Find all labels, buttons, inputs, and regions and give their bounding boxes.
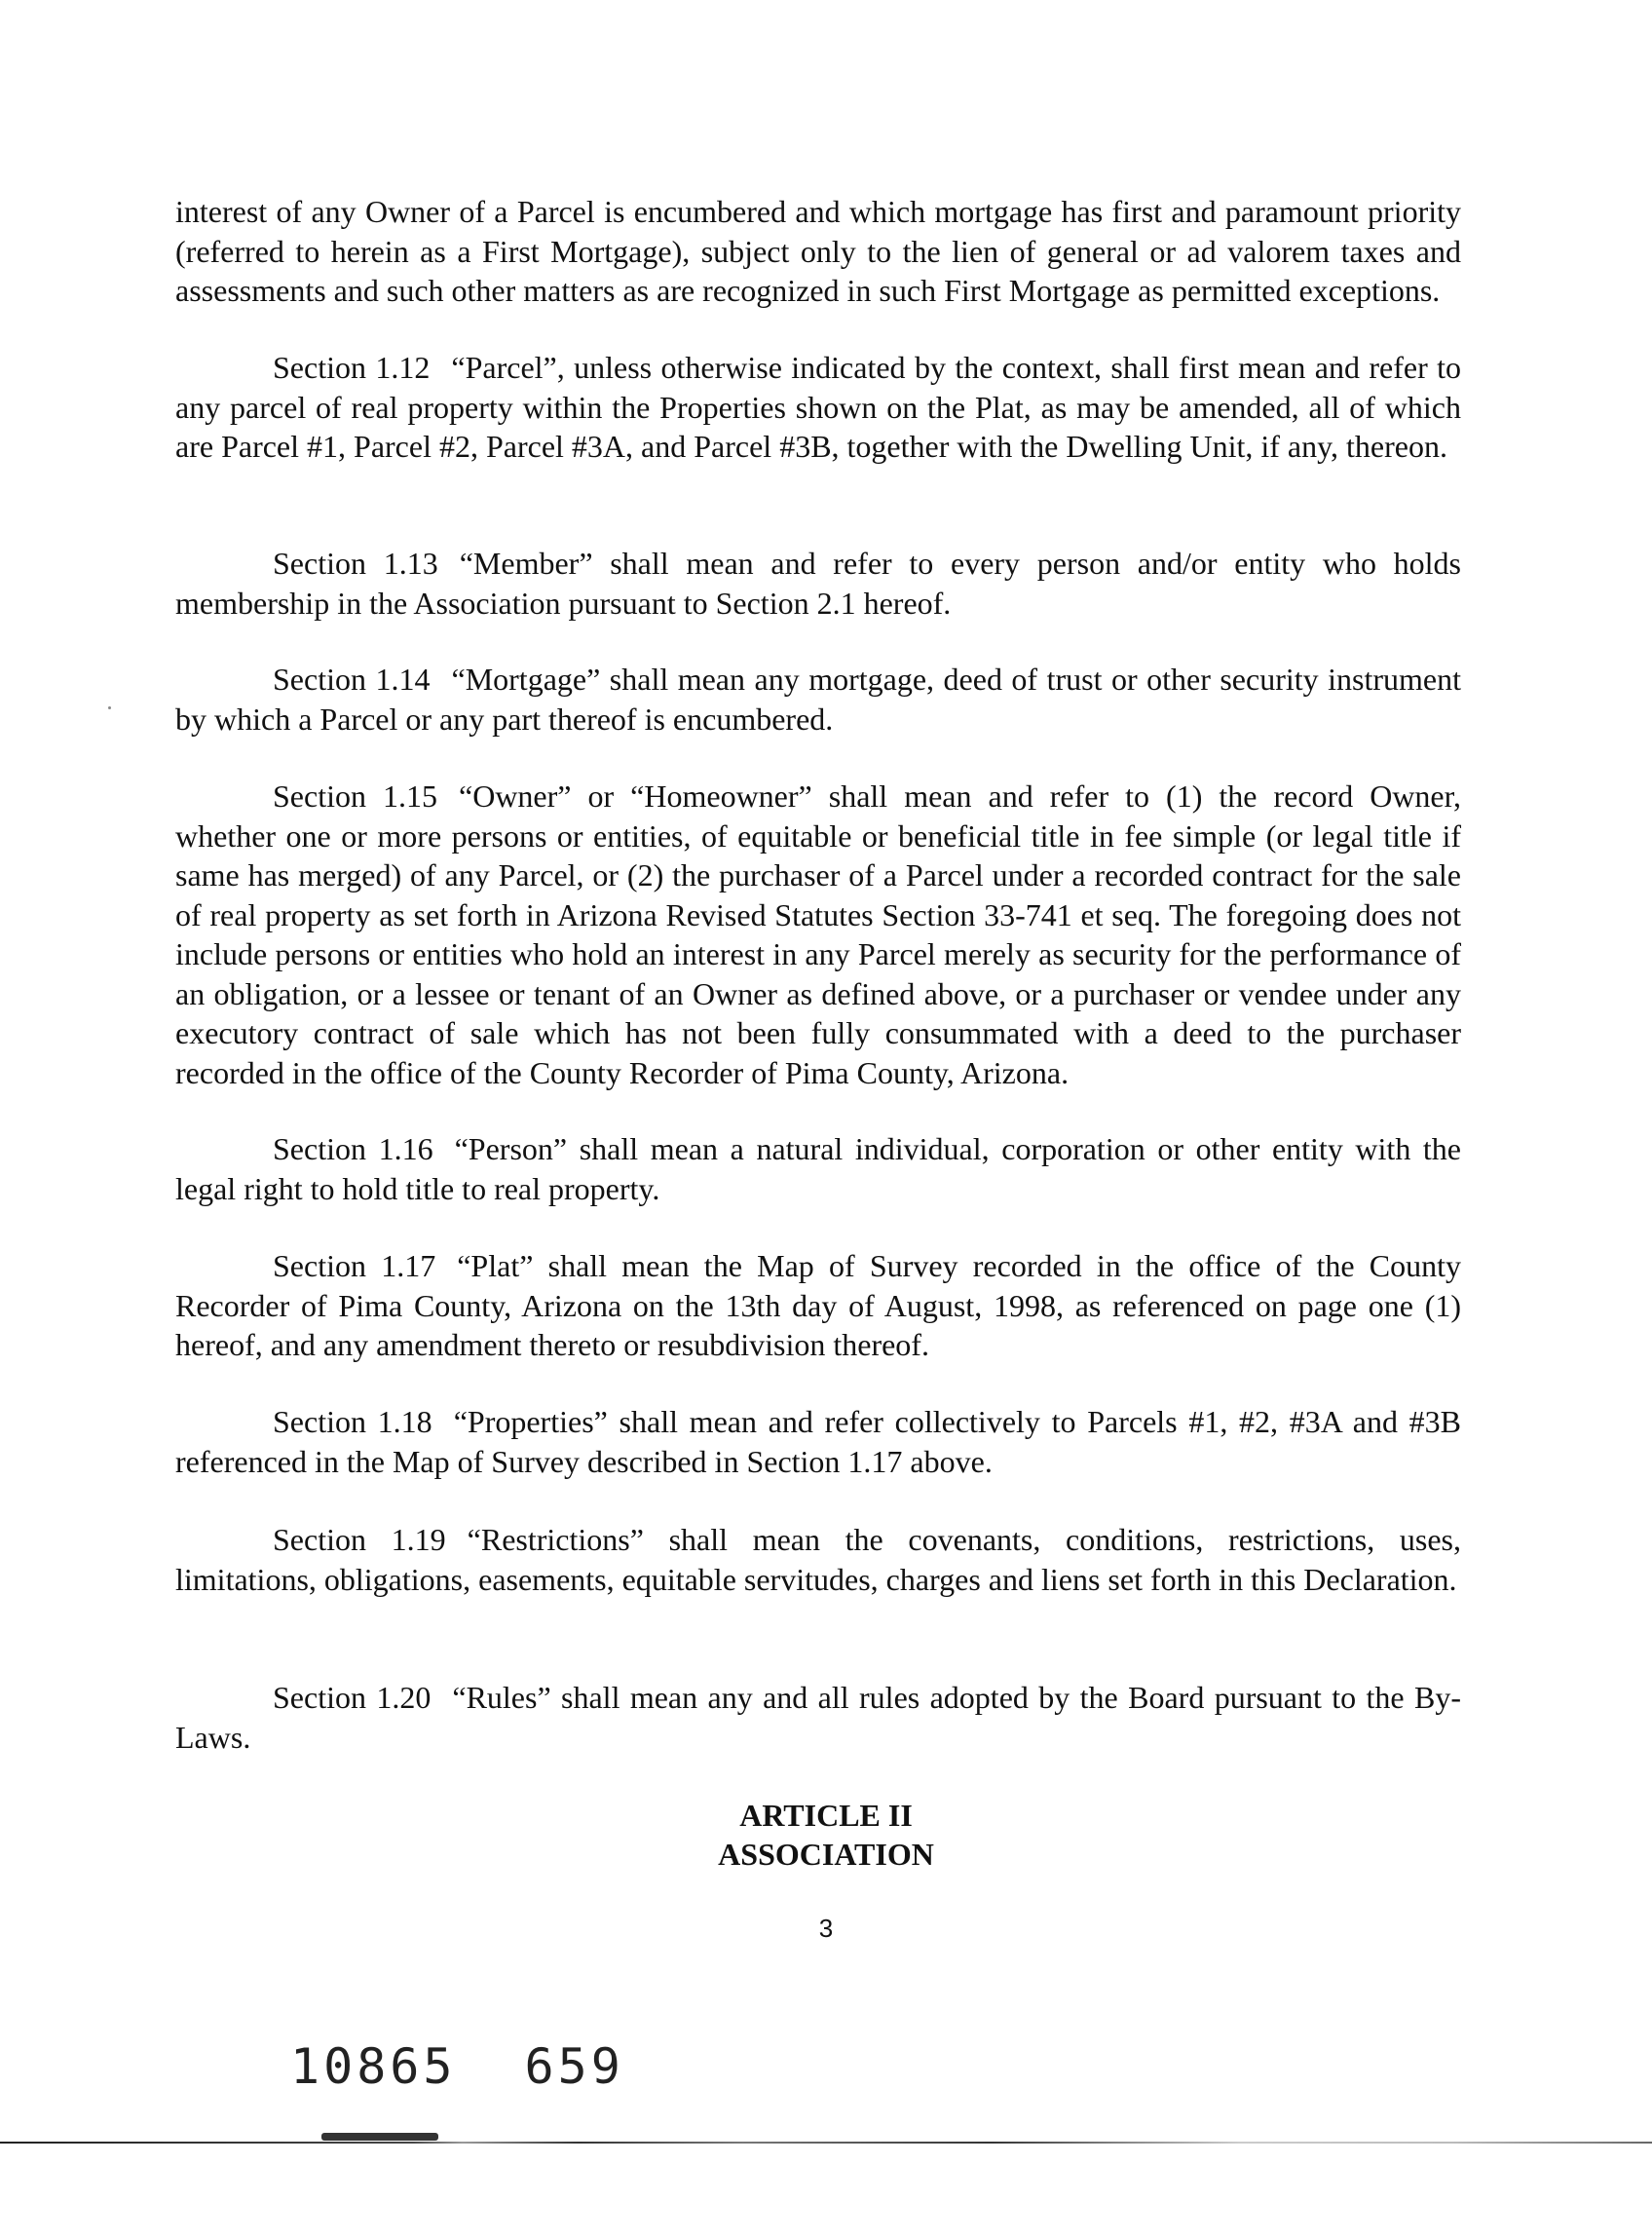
- section-number: Section 1.13: [273, 546, 438, 581]
- scan-artifact: [321, 2133, 438, 2141]
- section-paragraph: [175, 1129, 1461, 1208]
- section-number: Section 1.17: [273, 1248, 436, 1283]
- section-number: Section 1.16: [273, 1131, 433, 1166]
- section-paragraph: [175, 1402, 1461, 1481]
- article-title: ASSOCIATION: [718, 1837, 934, 1872]
- section-paragraph: [175, 1678, 1461, 1757]
- section-text: “Properties” shall mean and refer collectively to Parcels #1, #2, #3A and #3B referenced in the Map of Survey described in Section 1.17 above.: [175, 1404, 1462, 1479]
- article-heading: [0, 1796, 1652, 1874]
- section-number: Section 1.15: [273, 778, 437, 814]
- page-number: 3: [818, 1914, 834, 1943]
- section-number: Section 1.19: [273, 1522, 446, 1557]
- section-text: “Member” shall mean and refer to every person and/or entity who holds membership in the Association pursuant to Section 2.1 hereof.: [175, 546, 1462, 621]
- section-paragraph: [175, 544, 1461, 623]
- scan-edge-line: [0, 2142, 1652, 2144]
- section-paragraph: [175, 1246, 1461, 1365]
- section-paragraph: [175, 348, 1461, 467]
- section-number: Section 1.12: [273, 350, 431, 385]
- continuation-paragraph: interest of any Owner of a Parcel is encumbered and which mortgage has first and paramount priority (referred to herein as a First Mortgage), subject only to the lien of general or ad valorem taxes and assessments and such other matters as are recognized in such First Mortgage as permitted exceptions.: [175, 194, 1461, 308]
- section-number: Section 1.14: [273, 662, 431, 697]
- section-text: “Rules” shall mean any and all rules adopted by the Board pursuant to the By-Laws.: [175, 1680, 1462, 1755]
- section-text: “Person” shall mean a natural individual, corporation or other entity with the legal right to hold title to real property.: [175, 1131, 1462, 1206]
- section-text: “Owner” or “Homeowner” shall mean and refer to (1) the record Owner, whether one or more persons or entities, of equitable or beneficial title in fee simple (or legal title if same has merged) of any Parcel, or (2) the purchaser of a Parcel under a recorded contract for the sale of real property as set forth in Arizona Revised Statutes Section 33-741 et seq. The foregoing does not include persons or entities who hold an interest in any Parcel merely as security for the performance of an obligation, or a lessee or tenant of an Owner as defined above, or a purchaser or vendee under any executory contract of sale which has not been fully consummated with a deed to the purchaser recorded in the office of the County Recorder of Pima County, Arizona.: [175, 778, 1462, 1090]
- section-paragraph: [175, 777, 1461, 1092]
- stamp-docket: 10865: [290, 2038, 457, 2095]
- section-paragraph: [175, 660, 1461, 739]
- recording-stamp: [290, 2038, 624, 2095]
- section-paragraph: [175, 1520, 1461, 1599]
- section-number: Section 1.20: [273, 1680, 432, 1715]
- section-text: “Parcel”, unless otherwise indicated by the context, shall first mean and refer to any parcel of real property within the Properties shown on the Plat, as may be amended, all of which are Parcel #1, Parcel #2, Parcel #3A, and Parcel #3B, together with the Dwelling Unit, if any, thereon.: [175, 350, 1462, 464]
- section-text: “Plat” shall mean the Map of Survey recorded in the office of the County Recorder of Pima County, Arizona on the 13th day of August, 1998, as referenced on page one (1) hereof, and any amendment thereto or resubdivision thereof.: [175, 1248, 1462, 1362]
- section-text: “Mortgage” shall mean any mortgage, deed of trust or other security instrument by which a Parcel or any part thereof is encumbered.: [175, 662, 1462, 737]
- article-number: ARTICLE II: [739, 1798, 913, 1833]
- stamp-page: 659: [524, 2038, 624, 2095]
- scan-speck: [108, 706, 111, 709]
- section-number: Section 1.18: [273, 1404, 432, 1439]
- section-text: “Restrictions” shall mean the covenants, conditions, restrictions, uses, limitations, obligations, easements, equitable servitudes, charges and liens set forth in this Declaration.: [175, 1522, 1462, 1597]
